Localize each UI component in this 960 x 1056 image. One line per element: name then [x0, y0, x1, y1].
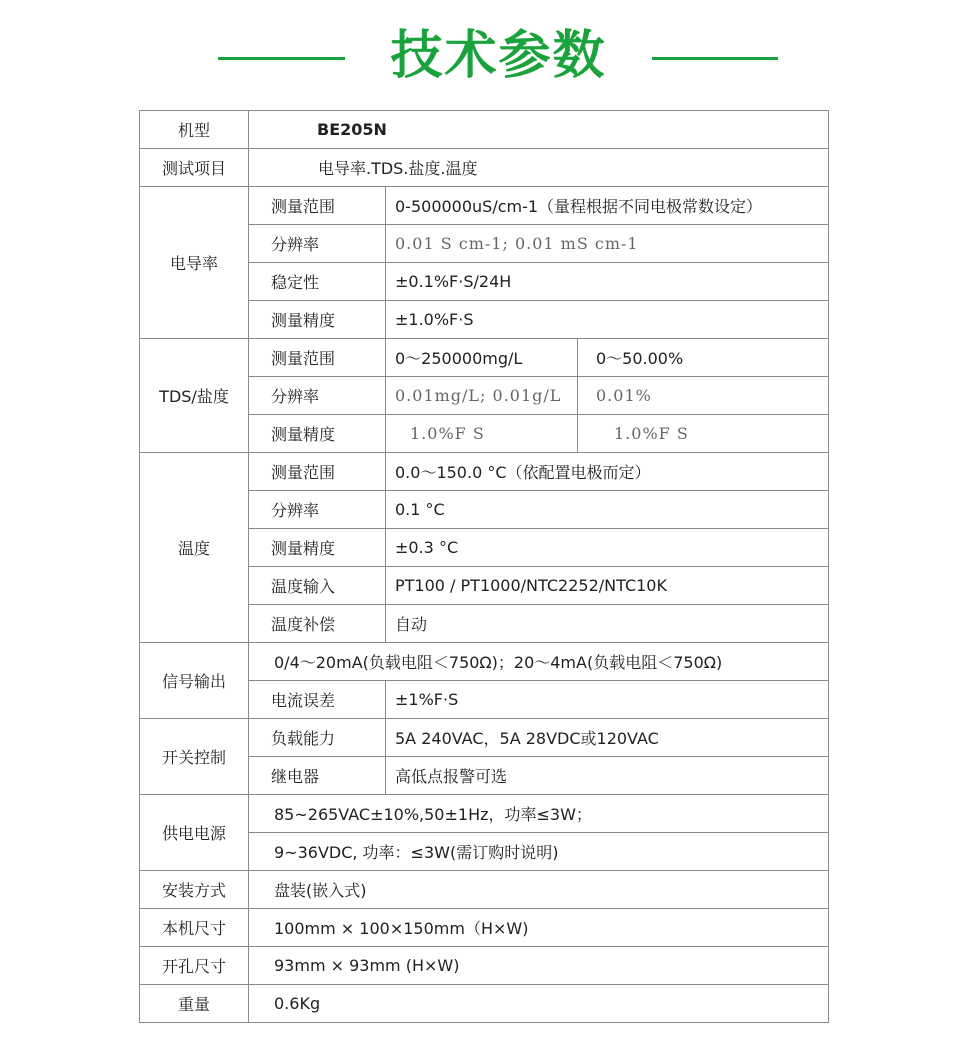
page-title: 技术参数	[390, 26, 607, 86]
title-divider-left	[218, 57, 345, 60]
temperature-label: 温度	[140, 453, 249, 643]
temperature-accuracy-label: 测量精度	[249, 529, 386, 567]
temperature-compensation-value: 自动	[386, 605, 829, 643]
installation-label: 安装方式	[140, 871, 249, 909]
model-value: BE205N	[249, 111, 829, 149]
title-divider-right	[652, 57, 778, 60]
table-row-model	[140, 111, 829, 149]
tds-label: TDS/盐度	[140, 339, 249, 453]
table-row-temperature-range	[140, 453, 829, 491]
current-error-label: 电流误差	[249, 681, 386, 719]
table-row-test-items	[140, 149, 829, 187]
tds-resolution-value: 0.01mg/L; 0.01g/L	[386, 377, 578, 415]
cutout-value: 93mm × 93mm (H×W)	[249, 947, 829, 985]
relay-label: 继电器	[249, 757, 386, 795]
conductivity-range-label: 测量范围	[249, 187, 386, 225]
table-row-tds-range	[140, 339, 829, 377]
conductivity-accuracy-value: ±1.0%F·S	[386, 301, 829, 339]
tds-range-label: 测量范围	[249, 339, 386, 377]
cutout-label: 开孔尺寸	[140, 947, 249, 985]
tds-accuracy-label: 测量精度	[249, 415, 386, 453]
power-supply-label: 供电电源	[140, 795, 249, 871]
conductivity-label: 电导率	[140, 187, 249, 339]
table-row-installation	[140, 871, 829, 909]
model-label: 机型	[140, 111, 249, 149]
conductivity-resolution-label: 分辨率	[249, 225, 386, 263]
conductivity-accuracy-label: 测量精度	[249, 301, 386, 339]
test-items-value: 电导率.TDS.盐度.温度	[249, 149, 829, 187]
relay-value: 高低点报警可选	[386, 757, 829, 795]
switch-control-label: 开关控制	[140, 719, 249, 795]
page-header	[0, 0, 960, 110]
temperature-compensation-label: 温度补偿	[249, 605, 386, 643]
conductivity-resolution-value: 0.01 S cm-1; 0.01 mS cm-1	[386, 225, 829, 263]
temperature-range-value: 0.0～150.0 °C（依配置电极而定）	[386, 453, 829, 491]
table-row-power-ac	[140, 795, 829, 833]
installation-value: 盘装(嵌入式)	[249, 871, 829, 909]
table-row-load-capacity	[140, 719, 829, 757]
signal-output-value: 0/4～20mA(负载电阻＜750Ω)；20～4mA(负载电阻＜750Ω)	[249, 643, 829, 681]
table-row-cutout	[140, 947, 829, 985]
table-row-signal-output	[140, 643, 829, 681]
conductivity-stability-label: 稳定性	[249, 263, 386, 301]
conductivity-range-value: 0-500000uS/cm-1（量程根据不同电极常数设定）	[386, 187, 829, 225]
table-row-dimensions	[140, 909, 829, 947]
spec-table	[139, 110, 829, 1023]
tds-accuracy-value: 1.0%F S	[386, 415, 578, 453]
power-supply-dc-value: 9~36VDC, 功率：≤3W(需订购时说明)	[249, 833, 829, 871]
conductivity-stability-value: ±0.1%F·S/24H	[386, 263, 829, 301]
temperature-input-value: PT100 / PT1000/NTC2252/NTC10K	[386, 567, 829, 605]
tds-resolution-label: 分辨率	[249, 377, 386, 415]
salinity-range-value: 0～50.00%	[578, 339, 829, 377]
dimensions-label: 本机尺寸	[140, 909, 249, 947]
load-capacity-label: 负载能力	[249, 719, 386, 757]
test-items-label: 测试项目	[140, 149, 249, 187]
signal-output-label: 信号输出	[140, 643, 249, 719]
load-capacity-value: 5A 240VAC，5A 28VDC或120VAC	[386, 719, 829, 757]
current-error-value: ±1%F·S	[386, 681, 829, 719]
weight-label: 重量	[140, 985, 249, 1023]
table-row-conductivity-range	[140, 187, 829, 225]
table-row-weight	[140, 985, 829, 1023]
temperature-accuracy-value: ±0.3 °C	[386, 529, 829, 567]
weight-value: 0.6Kg	[249, 985, 829, 1023]
temperature-resolution-label: 分辨率	[249, 491, 386, 529]
temperature-range-label: 测量范围	[249, 453, 386, 491]
salinity-accuracy-value: 1.0%F S	[578, 415, 829, 453]
dimensions-value: 100mm × 100×150mm（H×W)	[249, 909, 829, 947]
tds-range-value: 0～250000mg/L	[386, 339, 578, 377]
temperature-resolution-value: 0.1 °C	[386, 491, 829, 529]
temperature-input-label: 温度输入	[249, 567, 386, 605]
salinity-resolution-value: 0.01%	[578, 377, 829, 415]
power-supply-ac-value: 85~265VAC±10%,50±1Hz，功率≤3W；	[249, 795, 829, 833]
